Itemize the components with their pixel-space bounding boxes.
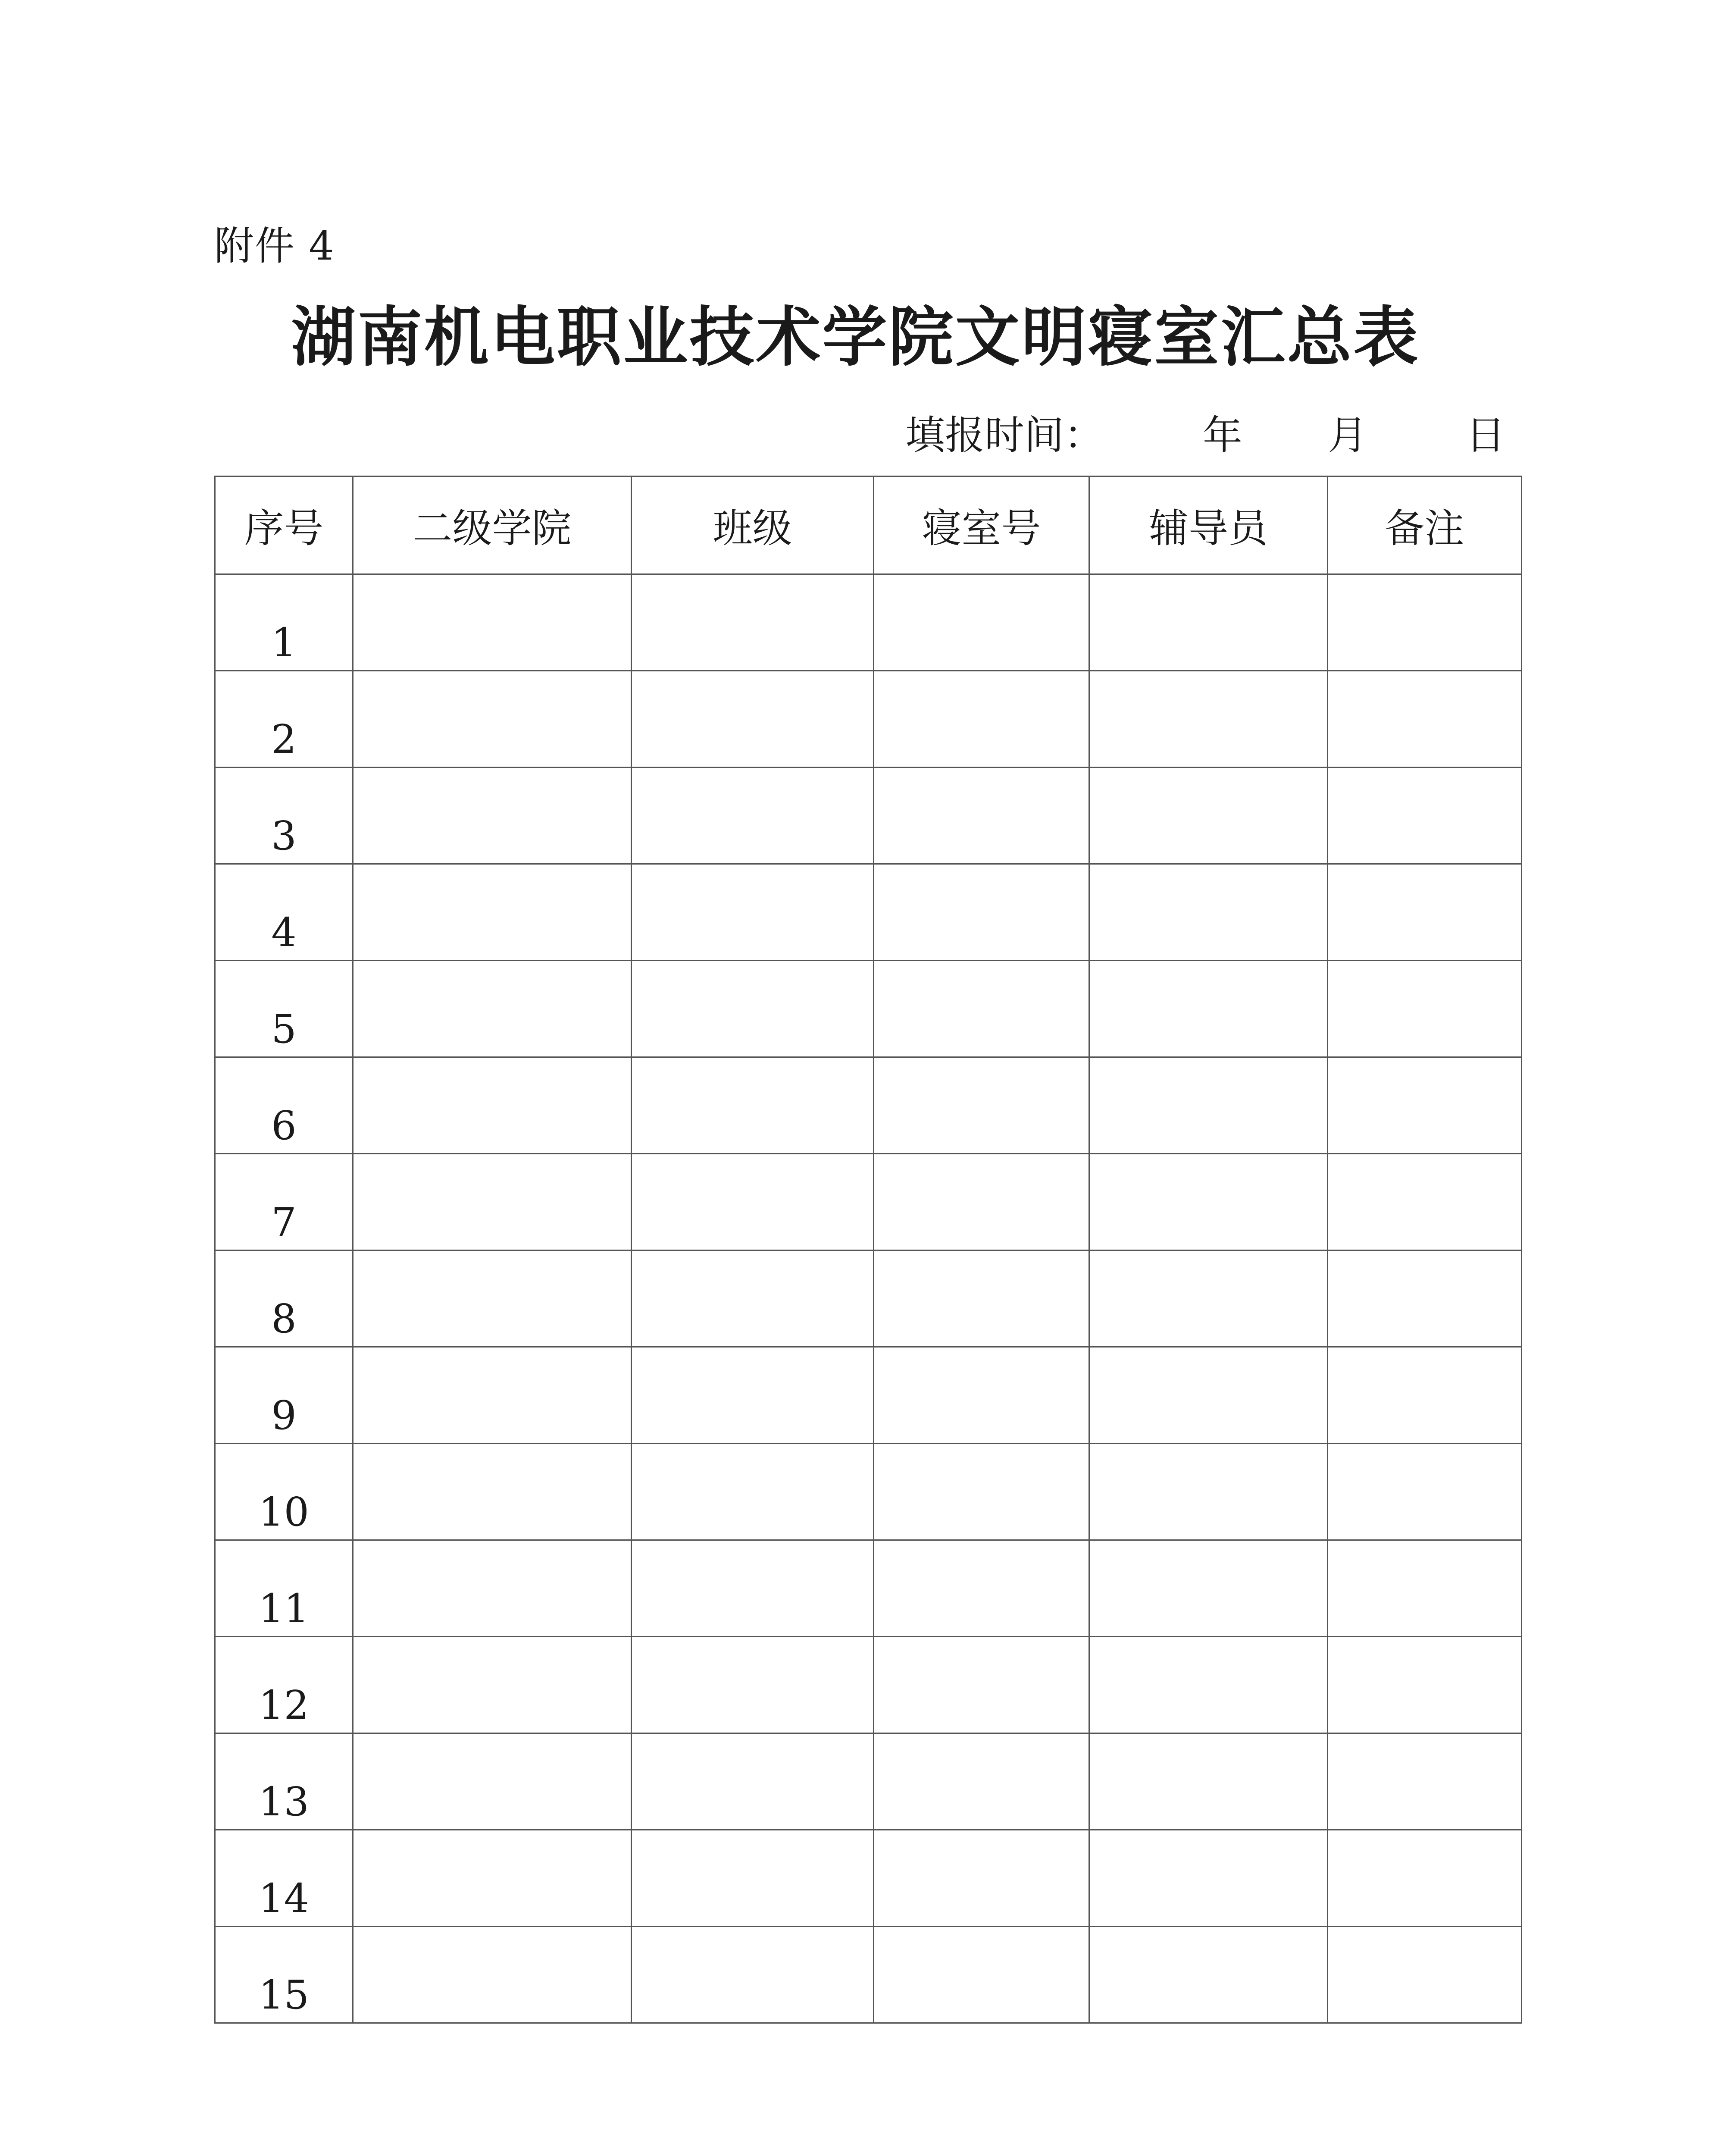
serial-number-cell: 6: [215, 1057, 353, 1154]
counselor-cell[interactable]: [1089, 574, 1328, 671]
table-row: [215, 1154, 1522, 1250]
remarks-cell[interactable]: [1328, 1444, 1522, 1540]
remarks-cell[interactable]: [1328, 1540, 1522, 1637]
counselor-cell[interactable]: [1089, 1347, 1328, 1444]
dorm-number-cell[interactable]: [874, 671, 1089, 768]
fill-date-month: 月: [1328, 412, 1368, 458]
counselor-cell[interactable]: [1089, 1830, 1328, 1927]
remarks-cell[interactable]: [1328, 1057, 1522, 1154]
dorm-number-cell[interactable]: [874, 961, 1089, 1057]
counselor-cell[interactable]: [1089, 1444, 1328, 1540]
table-row: [215, 1347, 1522, 1444]
class-cell[interactable]: [632, 1057, 874, 1154]
secondary-college-cell[interactable]: [353, 574, 632, 671]
serial-number-cell: 14: [215, 1830, 353, 1927]
dorm-number-cell[interactable]: [874, 1540, 1089, 1637]
remarks-cell[interactable]: [1328, 1830, 1522, 1927]
class-cell[interactable]: [632, 768, 874, 864]
serial-number-cell: 12: [215, 1637, 353, 1733]
class-cell[interactable]: [632, 1444, 874, 1540]
table-header-row: [215, 476, 1522, 574]
secondary-college-cell[interactable]: [353, 1154, 632, 1250]
fill-date-day: 日: [1466, 412, 1506, 458]
table-row: [215, 1250, 1522, 1347]
dorm-number-cell[interactable]: [874, 1154, 1089, 1250]
remarks-cell[interactable]: [1328, 1154, 1522, 1250]
serial-number-cell: 1: [215, 574, 353, 671]
class-cell[interactable]: [632, 1540, 874, 1637]
dorm-number-cell[interactable]: [874, 1444, 1089, 1540]
class-cell[interactable]: [632, 574, 874, 671]
serial-number-cell: 11: [215, 1540, 353, 1637]
remarks-cell[interactable]: [1328, 1927, 1522, 2023]
secondary-college-cell[interactable]: [353, 1927, 632, 2023]
secondary-college-cell[interactable]: [353, 1830, 632, 1927]
counselor-cell[interactable]: [1089, 768, 1328, 864]
remarks-cell[interactable]: [1328, 671, 1522, 768]
counselor-cell[interactable]: [1089, 671, 1328, 768]
secondary-college-cell[interactable]: [353, 1347, 632, 1444]
class-cell[interactable]: [632, 1347, 874, 1444]
class-cell[interactable]: [632, 1154, 874, 1250]
serial-number-cell: 9: [215, 1347, 353, 1444]
remarks-cell[interactable]: [1328, 864, 1522, 961]
secondary-college-cell[interactable]: [353, 1540, 632, 1637]
header-serial-number: 序号: [215, 476, 353, 574]
dorm-number-cell[interactable]: [874, 1830, 1089, 1927]
counselor-cell[interactable]: [1089, 1637, 1328, 1733]
table-row: [215, 574, 1522, 671]
counselor-cell[interactable]: [1089, 961, 1328, 1057]
table-row: [215, 1830, 1522, 1927]
header-class: 班级: [632, 476, 874, 574]
remarks-cell[interactable]: [1328, 1347, 1522, 1444]
dorm-number-cell[interactable]: [874, 1057, 1089, 1154]
secondary-college-cell[interactable]: [353, 1733, 632, 1830]
table-row: [215, 671, 1522, 768]
dorm-number-cell[interactable]: [874, 864, 1089, 961]
dorm-number-cell[interactable]: [874, 1733, 1089, 1830]
remarks-cell[interactable]: [1328, 1637, 1522, 1733]
class-cell[interactable]: [632, 864, 874, 961]
secondary-college-cell[interactable]: [353, 961, 632, 1057]
serial-number-cell: 3: [215, 768, 353, 864]
class-cell[interactable]: [632, 1830, 874, 1927]
serial-number-cell: 15: [215, 1927, 353, 2023]
class-cell[interactable]: [632, 671, 874, 768]
counselor-cell[interactable]: [1089, 1927, 1328, 2023]
counselor-cell[interactable]: [1089, 1540, 1328, 1637]
secondary-college-cell[interactable]: [353, 1250, 632, 1347]
secondary-college-cell[interactable]: [353, 864, 632, 961]
class-cell[interactable]: [632, 961, 874, 1057]
dorm-number-cell[interactable]: [874, 1927, 1089, 2023]
class-cell[interactable]: [632, 1733, 874, 1830]
fill-date-line: [905, 410, 1509, 461]
table-row: [215, 1637, 1522, 1733]
fill-date-label: 填报时间：: [905, 412, 1104, 458]
remarks-cell[interactable]: [1328, 768, 1522, 864]
dorm-number-cell[interactable]: [874, 1347, 1089, 1444]
counselor-cell[interactable]: [1089, 1250, 1328, 1347]
table-row: [215, 1540, 1522, 1637]
counselor-cell[interactable]: [1089, 1057, 1328, 1154]
class-cell[interactable]: [632, 1927, 874, 2023]
dorm-number-cell[interactable]: [874, 1637, 1089, 1733]
page-title: 湖南机电职业技术学院文明寝室汇总表: [291, 299, 1420, 375]
serial-number-cell: 10: [215, 1444, 353, 1540]
dorm-number-cell[interactable]: [874, 768, 1089, 864]
secondary-college-cell[interactable]: [353, 1057, 632, 1154]
secondary-college-cell[interactable]: [353, 671, 632, 768]
header-secondary-college: 二级学院: [353, 476, 632, 574]
table-row: [215, 1057, 1522, 1154]
table-row: [215, 961, 1522, 1057]
serial-number-cell: 2: [215, 671, 353, 768]
serial-number-cell: 8: [215, 1250, 353, 1347]
counselor-cell[interactable]: [1089, 1154, 1328, 1250]
table-row: [215, 768, 1522, 864]
table-row: [215, 1927, 1522, 2023]
fill-date-year: 年: [1203, 412, 1243, 458]
secondary-college-cell[interactable]: [353, 1637, 632, 1733]
summary-table: [214, 476, 1522, 2024]
dorm-number-cell[interactable]: [874, 574, 1089, 671]
serial-number-cell: 13: [215, 1733, 353, 1830]
serial-number-cell: 5: [215, 961, 353, 1057]
table-row: [215, 1444, 1522, 1540]
secondary-college-cell[interactable]: [353, 1444, 632, 1540]
remarks-cell[interactable]: [1328, 1250, 1522, 1347]
header-counselor: 辅导员: [1089, 476, 1328, 574]
serial-number-cell: 7: [215, 1154, 353, 1250]
secondary-college-cell[interactable]: [353, 768, 632, 864]
remarks-cell[interactable]: [1328, 574, 1522, 671]
table-row: [215, 1733, 1522, 1830]
class-cell[interactable]: [632, 1250, 874, 1347]
table-body: [215, 574, 1522, 2023]
serial-number-cell: 4: [215, 864, 353, 961]
header-remarks: 备注: [1328, 476, 1522, 574]
remarks-cell[interactable]: [1328, 961, 1522, 1057]
counselor-cell[interactable]: [1089, 1733, 1328, 1830]
header-dorm-number: 寝室号: [874, 476, 1089, 574]
table-row: [215, 864, 1522, 961]
counselor-cell[interactable]: [1089, 864, 1328, 961]
remarks-cell[interactable]: [1328, 1733, 1522, 1830]
attachment-label: 附件 4: [214, 223, 335, 269]
class-cell[interactable]: [632, 1637, 874, 1733]
dorm-number-cell[interactable]: [874, 1250, 1089, 1347]
